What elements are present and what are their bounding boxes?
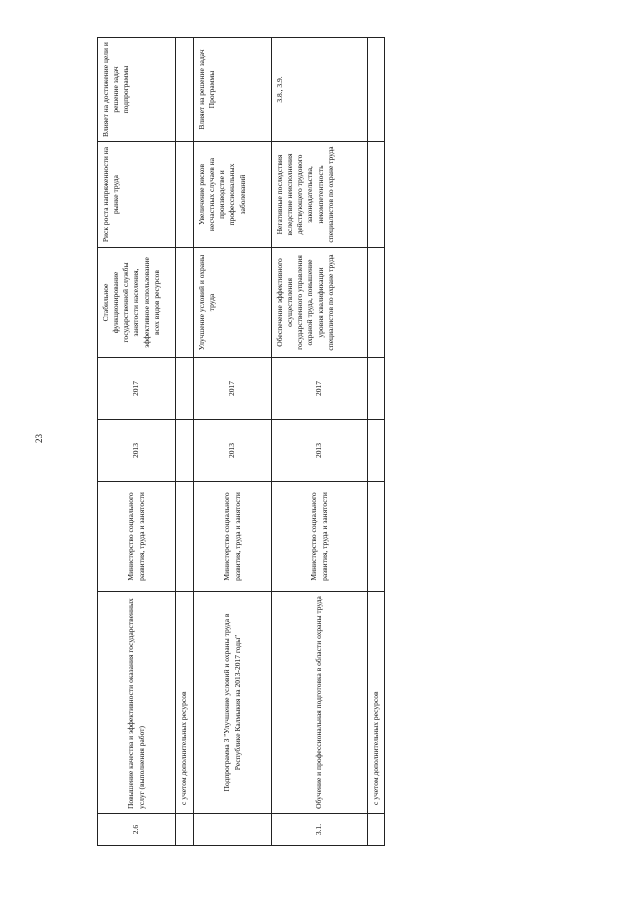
page-number: 23 <box>34 434 44 443</box>
risk-cell: Риск роста напряженности на рынке труда <box>98 142 176 248</box>
end-year: 2017 <box>194 358 272 420</box>
row-number <box>194 814 272 846</box>
additional-resources-note: с учетом дополнительных ресурсов <box>176 592 194 814</box>
additional-resources-note: с учетом дополнительных ресурсов <box>368 592 385 814</box>
table-row <box>176 38 194 846</box>
influence-cell: Влияет на достижение цели и решение задач подпрограммы <box>98 38 176 142</box>
row-number: 2.6 <box>98 814 176 846</box>
table-row <box>272 38 368 846</box>
program-table-sheet <box>97 38 387 846</box>
executor-cell: Министерство социального развития, труда и занятости <box>272 482 368 592</box>
risk-cell: Негативные последствия вследствие неисполнения действующего трудового законодательства, некомпетентность специалистов по охране труда <box>272 142 368 248</box>
executor-cell: Министерство социального развития, труда и занятости <box>98 482 176 592</box>
influence-cell: 3.8., 3.9. <box>272 38 368 142</box>
table-row <box>194 38 272 846</box>
expected-result: Улучшение условий и охраны труда <box>194 248 272 358</box>
start-year: 2013 <box>272 420 368 482</box>
table-row <box>368 38 385 846</box>
end-year: 2017 <box>272 358 368 420</box>
executor-cell: Министерство социального развития, труда и занятости <box>194 482 272 592</box>
subprogram-title: Подпрограмма 3 "Улучшение условий и охраны труда в Республике Калмыкия на 2013-2017 годы" <box>194 592 272 814</box>
program-measures-table <box>97 37 385 846</box>
row-number: 3.1. <box>272 814 368 846</box>
start-year: 2013 <box>98 420 176 482</box>
end-year: 2017 <box>98 358 176 420</box>
risk-cell: Увеличение рисков несчастных случаев на производстве и профессиональных заболеваний <box>194 142 272 248</box>
expected-result: Обеспечение эффективного осуществления государственного управления охраной труда, повышение уровня квалификации специалистов по охране труда <box>272 248 368 358</box>
measure-name: Повышение качества и эффективности оказания государственных услуг (выполнения работ) <box>98 592 176 814</box>
influence-cell: Влияет на решение задач Программы <box>194 38 272 142</box>
start-year: 2013 <box>194 420 272 482</box>
measure-name: Обучение и профессиональная подготовка в области охраны труда <box>272 592 368 814</box>
table-row <box>98 38 176 846</box>
expected-result: Стабильное функционирование государственной службы занятости населения, эффективное использование всех видов ресурсов <box>98 248 176 358</box>
